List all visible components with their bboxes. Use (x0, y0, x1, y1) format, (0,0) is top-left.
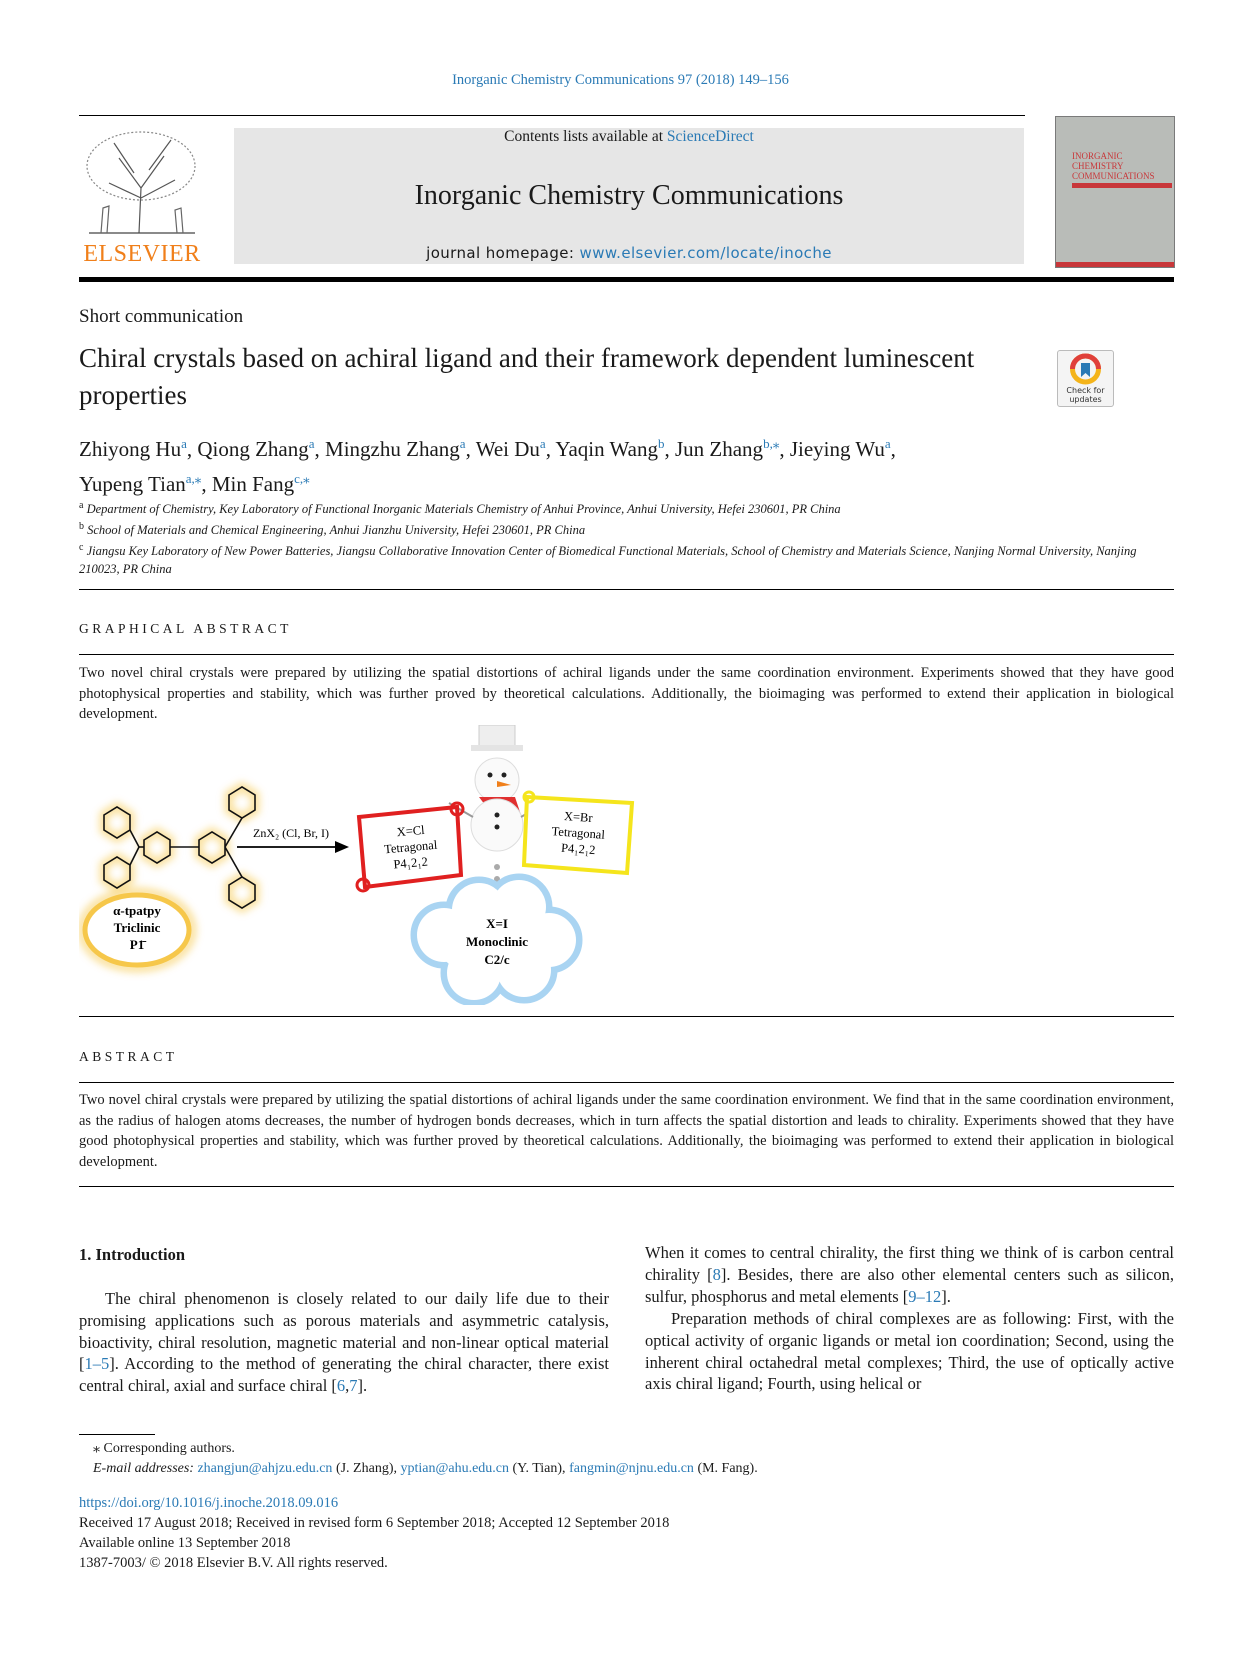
elsevier-wordmark: ELSEVIER (83, 241, 201, 267)
i-space-group: C2/c (484, 952, 510, 967)
homepage-line (234, 244, 1024, 262)
author-name[interactable]: Zhiyong Hu (79, 437, 182, 461)
cover-title: INORGANIC CHEMISTRY COMMUNICATIONS (1072, 151, 1155, 181)
cover-red-bar (1072, 183, 1172, 188)
contents-line (234, 128, 1024, 146)
i-label: X=I (486, 916, 508, 931)
affiliation-marker: a (79, 500, 84, 511)
ref-link-7[interactable]: 7 (349, 1376, 358, 1396)
header-rule (79, 115, 1025, 116)
affiliation-marker: c (79, 542, 84, 554)
intro-paragraph-3: Preparation methods of chiral complexes are as following: First, with the optical activity of organic ligands or metal ion coordination; Second, using the inherent chiral octahedral metal complexes; Third, the use of optically active axis chiral ligand; Fourth, using helical or (645, 1309, 1174, 1394)
graphical-abstract-label: GRAPHICAL ABSTRACT (79, 621, 292, 636)
author-name[interactable]: Min Fang (211, 472, 295, 496)
affiliation-list (79, 497, 1174, 578)
br-system: Tetragonal (551, 824, 606, 842)
homepage-link[interactable]: www.elsevier.com/locate/inoche (579, 244, 832, 262)
doi-link[interactable]: https://doi.org/10.1016/j.inoche.2018.09.016 (79, 1495, 339, 1511)
ligand-name: α-tpatpy (113, 903, 161, 918)
copyright-line: 1387-7003/ © 2018 Elsevier B.V. All rights reserved. (79, 1555, 388, 1571)
journal-title: Inorganic Chemistry Communications (414, 180, 844, 211)
author-affiliation-marker[interactable]: c,⁎ (294, 471, 310, 486)
affiliation-item: $^b$ School of Materials and Chemical Engineering, Anhui Jianzhu University, Hefei 230601, PR China (79, 521, 586, 538)
email-label: E-mail addresses: (93, 1460, 194, 1476)
received-dates: Received 17 August 2018; Received in revised form 6 September 2018; Accepted 12 September 2018 (79, 1515, 670, 1531)
check-updates-icon (1058, 351, 1113, 389)
affiliation-item: $^c$ Jiangsu Key Laboratory of New Power Batteries, Jiangsu Collaborative Innovation Center of Biomedical Functional Materials, School of Chemistry and Materials Science, Nanjing Normal University, Nanjing 210023, PR China (79, 542, 1137, 577)
email-link[interactable]: zhangjun@ahjzu.edu.cn (197, 1460, 333, 1476)
ligand-structure (82, 787, 255, 968)
cl-phase-box (357, 803, 463, 891)
sciencedirect-link[interactable]: ScienceDirect (666, 128, 754, 145)
br-space-group: P4₁2₁2 (560, 840, 596, 858)
journal-cover-thumbnail[interactable] (1055, 116, 1175, 268)
author-affiliation-marker[interactable]: b,⁎ (763, 436, 780, 451)
ref-link-6[interactable]: 6 (336, 1376, 346, 1396)
rule-ga-bottom (79, 1016, 1174, 1017)
footnote-rule (79, 1434, 155, 1435)
ref-link-9-12[interactable]: 9–12 (908, 1286, 942, 1306)
ligand-system: Triclinic (113, 920, 161, 935)
author-affiliation-marker[interactable]: a (884, 436, 891, 451)
author-affiliation-marker[interactable]: a (181, 436, 187, 451)
footnotes (93, 1439, 1173, 1478)
email-line (93, 1459, 1173, 1479)
i-phase-cloud (414, 877, 579, 1003)
rule-after-affiliations (79, 589, 1174, 590)
check-for-updates-button[interactable] (1057, 350, 1114, 407)
br-phase-box (524, 792, 632, 873)
ref-link-8[interactable]: 8 (712, 1264, 721, 1284)
homepage-prefix: journal homepage: (426, 244, 575, 262)
introduction-heading: 1. Introduction (79, 1245, 186, 1264)
article-type: Short communication (79, 306, 244, 327)
author-name[interactable]: Wei Du (475, 437, 540, 461)
email-link[interactable]: yptian@ahu.edu.cn (400, 1460, 510, 1476)
email-list: zhangjun@ahjzu.edu.cn (J. Zhang), yptian@ahu.edu.cn (Y. Tian), fangmin@njnu.edu.cn (M. Fang). (197, 1460, 758, 1476)
author-affiliation-marker[interactable]: b (657, 436, 665, 451)
abstract-text: Two novel chiral crystals were prepared by utilizing the spatial distortions of achiral ligands under the same coordination environment. We find that in the same coordination environment, as the radius of halogen atoms decreases, the number of hydrogen bonds decreases, which in turn affects the spatial distortion and leads to chirality. Experiments showed that they have good photophysical properties and stability, which was further proved by theoretical calculations. Additionally, the bioimaging was performed to extend their application in biological development. (79, 1092, 1174, 1170)
corresponding-note: ⁎ Corresponding authors. (93, 1441, 235, 1456)
graphical-abstract-text: Two novel chiral crystals were prepared by utilizing the spatial distortions of achiral ligands under the same coordination environment. Experiments showed that they have good photophysical properties and stability, which was further proved by theoretical calculations. Additionally, the bioimaging was performed to extend their application in biological development. (79, 665, 1174, 722)
cl-space-group: P4₁2₁2 (392, 854, 429, 872)
journal-reference-link[interactable]: Inorganic Chemistry Communications 97 (2018) 149–156 (452, 72, 789, 88)
journal-masthead (234, 128, 1024, 264)
article-title: Chiral crystals based on achiral ligand and their framework dependent luminescent properties (79, 343, 975, 410)
reagent-label: ZnX₂ (Cl, Br, I) (253, 826, 330, 840)
abstract-label: ABSTRACT (79, 1049, 178, 1064)
author-name[interactable]: Mingzhu Zhang (325, 437, 460, 461)
elsevier-logo (79, 128, 205, 268)
intro-paragraph-2: When it comes to central chirality, the first thing we think of is carbon central chirality [8]. Besides, there are also other elemental centers such as silicon, sulfur, phosphorus and metal elements [9–12]. (645, 1243, 1174, 1306)
affiliation-marker: b (79, 521, 84, 533)
check-updates-label: Check for updates (1066, 386, 1105, 404)
i-system: Monoclinic (465, 934, 529, 949)
intro-paragraph-1: The chiral phenomenon is closely related to our daily life due to their promising applications such as porous materials and asymmetric catalysis, bioactivity, chiral resolution, magnetic material and non-linear optical material [1–5]. According to the method of generating the chiral character, there exist central chiral, axial and surface chiral [6,7]. (79, 1289, 609, 1396)
contents-prefix: Contents lists available at (504, 128, 664, 145)
elsevier-tree-icon (79, 128, 205, 236)
author-affiliation-marker[interactable]: a,⁎ (185, 471, 202, 486)
cl-system: Tetragonal (383, 837, 438, 857)
online-date: Available online 13 September 2018 (79, 1535, 291, 1551)
publication-info (79, 1493, 1169, 1573)
cl-label: X=Cl (396, 822, 426, 840)
rule-ga-top (79, 654, 1174, 655)
author-affiliation-marker[interactable]: a (539, 436, 546, 451)
br-label: X=Br (563, 809, 594, 825)
cover-footer-bar (1056, 262, 1174, 267)
author-name[interactable]: Jun Zhang (674, 437, 764, 461)
author-name[interactable]: Jieying Wu (789, 437, 885, 461)
ligand-space-group: P1̄ (129, 937, 145, 952)
email-link[interactable]: fangmin@njnu.edu.cn (569, 1460, 694, 1476)
affiliation-item: $^a$ Department of Chemistry, Key Laboratory of Functional Inorganic Materials Chemistry of Anhui Province, Anhui University, Hefei 230601, PR China (79, 500, 841, 517)
author-affiliation-marker[interactable]: a (459, 436, 466, 451)
author-name[interactable]: Qiong Zhang (197, 437, 309, 461)
author-name[interactable]: Yaqin Wang (555, 437, 658, 461)
author-affiliation-marker[interactable]: a (308, 436, 315, 451)
author-name[interactable]: Yupeng Tian (79, 472, 186, 496)
graphical-abstract-figure (79, 725, 649, 1005)
header-thick-rule (79, 277, 1174, 282)
author-list: Zhiyong Hu$^a$, Qiong Zhang$^a$, Mingzhu Zhang$^a$, Wei Du$^a$, Yaqin Wang$^b$, Jun Zhang$^{b,⁎}$, Jieying Wu$^a$, Yupeng Tian$^{a,⁎}$, Min Fang$^{c,⁎}$ (79, 436, 896, 496)
ref-link-1-5[interactable]: 1–5 (84, 1354, 110, 1374)
rule-abstract-bottom (79, 1186, 1174, 1187)
rule-abstract-top (79, 1082, 1174, 1083)
